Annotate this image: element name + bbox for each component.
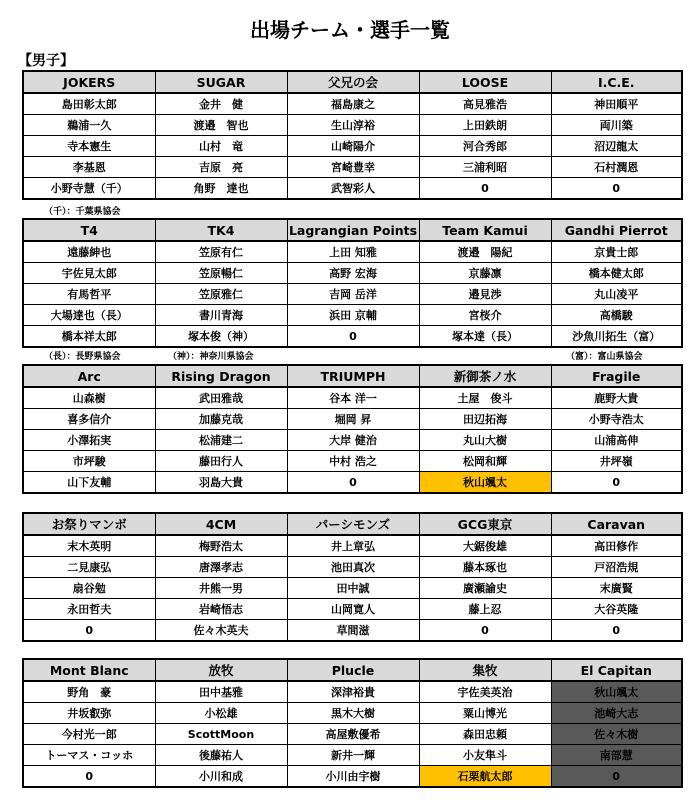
table-header-row: [23, 513, 682, 535]
player-cell: 深津裕貴: [287, 681, 419, 703]
player-cell: 鹿野大貴: [551, 387, 682, 409]
table-row: [23, 284, 682, 305]
player-cell: 山下友輔: [23, 472, 155, 494]
player-cell: 0: [551, 766, 682, 788]
player-cell: 三浦利昭: [419, 157, 551, 178]
player-cell: 浜田 京輔: [287, 305, 419, 326]
team-name-header: Caravan: [551, 513, 682, 535]
player-cell: 大岸 健治: [287, 430, 419, 451]
table-header-row: [23, 659, 682, 681]
player-cell: 山浦高伸: [551, 430, 682, 451]
player-cell: 吉岡 岳洋: [287, 284, 419, 305]
player-cell: 寺本憲生: [23, 136, 155, 157]
player-cell: 梅野浩太: [155, 535, 287, 557]
player-cell: 渡邉 陽紀: [419, 241, 551, 263]
player-cell: 唐澤孝志: [155, 557, 287, 578]
player-cell: 宮崎豊幸: [287, 157, 419, 178]
table-row: [23, 136, 682, 157]
team-table-3: [22, 364, 683, 494]
note-nagano: （長）：長野県協会: [44, 352, 121, 362]
team-name-header: Team Kamui: [419, 219, 551, 241]
player-cell: 吉原 亮: [155, 157, 287, 178]
player-cell: 藤上忍: [419, 599, 551, 620]
table-row: [23, 178, 682, 200]
player-cell: 喜多信介: [23, 409, 155, 430]
team-name-header: 集牧: [419, 659, 551, 681]
team-name-header: Fragile: [551, 365, 682, 387]
player-cell: 小澤拓実: [23, 430, 155, 451]
player-cell: 宮桜介: [419, 305, 551, 326]
player-cell: 戸沼浩規: [551, 557, 682, 578]
player-cell: 塚本達（長）: [419, 326, 551, 348]
player-cell: 大谷英隆: [551, 599, 682, 620]
player-cell: 松浦建二: [155, 430, 287, 451]
player-cell: 黒木大樹: [287, 703, 419, 724]
player-cell: 0: [419, 620, 551, 642]
player-cell: 鵜浦一久: [23, 115, 155, 136]
player-cell: 塚本俊（神）: [155, 326, 287, 348]
team-name-header: SUGAR: [155, 71, 287, 93]
player-cell: 橋本健太郎: [551, 263, 682, 284]
team-table-1: [22, 70, 683, 200]
player-cell: 谷本 洋一: [287, 387, 419, 409]
player-cell: 二見康弘: [23, 557, 155, 578]
table-row: [23, 387, 682, 409]
player-cell: 田中誠: [287, 578, 419, 599]
team-name-header: お祭りマンボ: [23, 513, 155, 535]
player-cell: 池田真次: [287, 557, 419, 578]
player-cell: 井坂叡弥: [23, 703, 155, 724]
team-name-header: Lagrangian Points: [287, 219, 419, 241]
player-cell: 福島康之: [287, 93, 419, 115]
player-cell: 笠原有仁: [155, 241, 287, 263]
player-cell: 堀岡 昇: [287, 409, 419, 430]
player-cell: 京藤凛: [419, 263, 551, 284]
player-cell: 武智彩人: [287, 178, 419, 200]
table-header-row: [23, 219, 682, 241]
player-cell: 丸山大樹: [419, 430, 551, 451]
team-name-header: TK4: [155, 219, 287, 241]
table-row: [23, 409, 682, 430]
team-name-header: Gandhi Pierrot: [551, 219, 682, 241]
player-cell: 田中基雅: [155, 681, 287, 703]
table-row: [23, 578, 682, 599]
player-cell: 沙魚川拓生（富）: [551, 326, 682, 348]
player-cell: 京貴士郎: [551, 241, 682, 263]
team-name-header: Plucle: [287, 659, 419, 681]
team-name-header: Arc: [23, 365, 155, 387]
player-cell: 扇谷勉: [23, 578, 155, 599]
player-cell: 加藤克哉: [155, 409, 287, 430]
player-cell: 笠原雅仁: [155, 284, 287, 305]
player-cell: 山森樹: [23, 387, 155, 409]
team-name-header: Rising Dragon: [155, 365, 287, 387]
player-cell: 森田忠頼: [419, 724, 551, 745]
player-cell: 大場達也（長）: [23, 305, 155, 326]
player-cell: 上田 知雅: [287, 241, 419, 263]
player-cell: 佐々木樹: [551, 724, 682, 745]
section-label-men: 【男子】: [18, 53, 74, 69]
table-row: [23, 724, 682, 745]
team-name-header: T4: [23, 219, 155, 241]
player-cell: 大鋸俊雄: [419, 535, 551, 557]
player-cell: 井坪嶺: [551, 451, 682, 472]
player-cell: 沼辺龍太: [551, 136, 682, 157]
player-cell: 書川青海: [155, 305, 287, 326]
player-cell: 高橋駿: [551, 305, 682, 326]
player-cell: 池崎大志: [551, 703, 682, 724]
team-name-header: 新御茶ノ水: [419, 365, 551, 387]
team-name-header: GCG東京: [419, 513, 551, 535]
table-row: [23, 115, 682, 136]
player-cell: 粟山博光: [419, 703, 551, 724]
player-cell: 末木英明: [23, 535, 155, 557]
player-cell: 永田哲夫: [23, 599, 155, 620]
player-cell: 中村 浩之: [287, 451, 419, 472]
team-name-header: JOKERS: [23, 71, 155, 93]
player-cell: 小友隼斗: [419, 745, 551, 766]
player-cell: 小松雄: [155, 703, 287, 724]
table-row: [23, 430, 682, 451]
table-row: [23, 93, 682, 115]
player-cell: 高見雅浩: [419, 93, 551, 115]
player-cell: ScottMoon: [155, 724, 287, 745]
player-cell: 0: [23, 620, 155, 642]
team-name-header: TRIUMPH: [287, 365, 419, 387]
note-toyama: （富）：富山県協会: [566, 352, 643, 362]
table-row: [23, 241, 682, 263]
player-cell: 土屋 俊斗: [419, 387, 551, 409]
player-cell: 0: [287, 326, 419, 348]
player-cell: 藤本琢也: [419, 557, 551, 578]
player-cell: 石栗航太郎: [419, 766, 551, 788]
team-table-5: [22, 658, 683, 788]
player-cell: 井熊一男: [155, 578, 287, 599]
team-table-4: [22, 512, 683, 642]
table-row: [23, 557, 682, 578]
player-cell: 高田修作: [551, 535, 682, 557]
team-name-header: パーシモンズ: [287, 513, 419, 535]
team-name-header: 放牧: [155, 659, 287, 681]
table-row: [23, 745, 682, 766]
player-cell: 角野 達也: [155, 178, 287, 200]
table-row: [23, 451, 682, 472]
player-cell: 松岡和輝: [419, 451, 551, 472]
player-cell: 河合秀郎: [419, 136, 551, 157]
player-cell: 田辺拓海: [419, 409, 551, 430]
player-cell: 末廣賢: [551, 578, 682, 599]
player-cell: 高屋敷優希: [287, 724, 419, 745]
table-row: [23, 326, 682, 348]
team-name-header: I.C.E.: [551, 71, 682, 93]
player-cell: 今村光一郎: [23, 724, 155, 745]
table-header-row: [23, 365, 682, 387]
player-cell: 小川由宇樹: [287, 766, 419, 788]
player-cell: 羽島大貴: [155, 472, 287, 494]
player-cell: 野角 豪: [23, 681, 155, 703]
player-cell: 草間滋: [287, 620, 419, 642]
player-cell: 山岡寛人: [287, 599, 419, 620]
player-cell: 神田順平: [551, 93, 682, 115]
team-name-header: 4CM: [155, 513, 287, 535]
table-row: [23, 703, 682, 724]
note-chiba: （千）：千葉県協会: [44, 207, 121, 217]
page-title: 出場チーム・選手一覧: [250, 18, 450, 42]
player-cell: 上田鉄朗: [419, 115, 551, 136]
player-cell: 宇佐美英治: [419, 681, 551, 703]
player-cell: 新井一輝: [287, 745, 419, 766]
player-cell: 0: [551, 178, 682, 200]
player-cell: 0: [23, 766, 155, 788]
player-cell: 後藤祐人: [155, 745, 287, 766]
player-cell: 邉見渉: [419, 284, 551, 305]
player-cell: 秋山颯太: [551, 681, 682, 703]
player-cell: 小野寺慧（千）: [23, 178, 155, 200]
player-cell: 井上章弘: [287, 535, 419, 557]
table-row: [23, 157, 682, 178]
player-cell: 丸山凌平: [551, 284, 682, 305]
player-cell: 山村 竜: [155, 136, 287, 157]
player-cell: 遠藤紳也: [23, 241, 155, 263]
team-name-header: Mont Blanc: [23, 659, 155, 681]
team-name-header: El Capitan: [551, 659, 682, 681]
player-cell: 宇佐見太郎: [23, 263, 155, 284]
player-cell: 0: [551, 472, 682, 494]
table-row: [23, 599, 682, 620]
player-cell: トーマス・コッホ: [23, 745, 155, 766]
team-name-header: LOOSE: [419, 71, 551, 93]
player-cell: 岩崎悟志: [155, 599, 287, 620]
table-row: [23, 305, 682, 326]
player-cell: 橋本祥太郎: [23, 326, 155, 348]
player-cell: 佐々木英夫: [155, 620, 287, 642]
table-row: [23, 472, 682, 494]
note-kanagawa: （神）：神奈川県協会: [168, 352, 254, 362]
player-cell: 0: [287, 472, 419, 494]
player-cell: 金井 健: [155, 93, 287, 115]
player-cell: 小野寺浩太: [551, 409, 682, 430]
player-cell: 藤田行人: [155, 451, 287, 472]
player-cell: 廣瀬諭史: [419, 578, 551, 599]
player-cell: 生山淳裕: [287, 115, 419, 136]
table-row: [23, 535, 682, 557]
player-cell: 有馬哲平: [23, 284, 155, 305]
table-row: [23, 263, 682, 284]
player-cell: 高野 宏海: [287, 263, 419, 284]
table-row: [23, 766, 682, 788]
player-cell: 李基恩: [23, 157, 155, 178]
player-cell: 山崎陽介: [287, 136, 419, 157]
table-header-row: [23, 71, 682, 93]
player-cell: 秋山颯太: [419, 472, 551, 494]
table-row: [23, 620, 682, 642]
team-name-header: 父兄の会: [287, 71, 419, 93]
table-row: [23, 681, 682, 703]
player-cell: 笠原暢仁: [155, 263, 287, 284]
player-cell: 市坪駿: [23, 451, 155, 472]
player-cell: 南部慧: [551, 745, 682, 766]
player-cell: 渡邉 智也: [155, 115, 287, 136]
player-cell: 石村潤恩: [551, 157, 682, 178]
team-table-2: [22, 218, 683, 348]
player-cell: 0: [551, 620, 682, 642]
player-cell: 小川和成: [155, 766, 287, 788]
player-cell: 両川築: [551, 115, 682, 136]
player-cell: 島田彰太郎: [23, 93, 155, 115]
player-cell: 0: [419, 178, 551, 200]
player-cell: 武田雅哉: [155, 387, 287, 409]
